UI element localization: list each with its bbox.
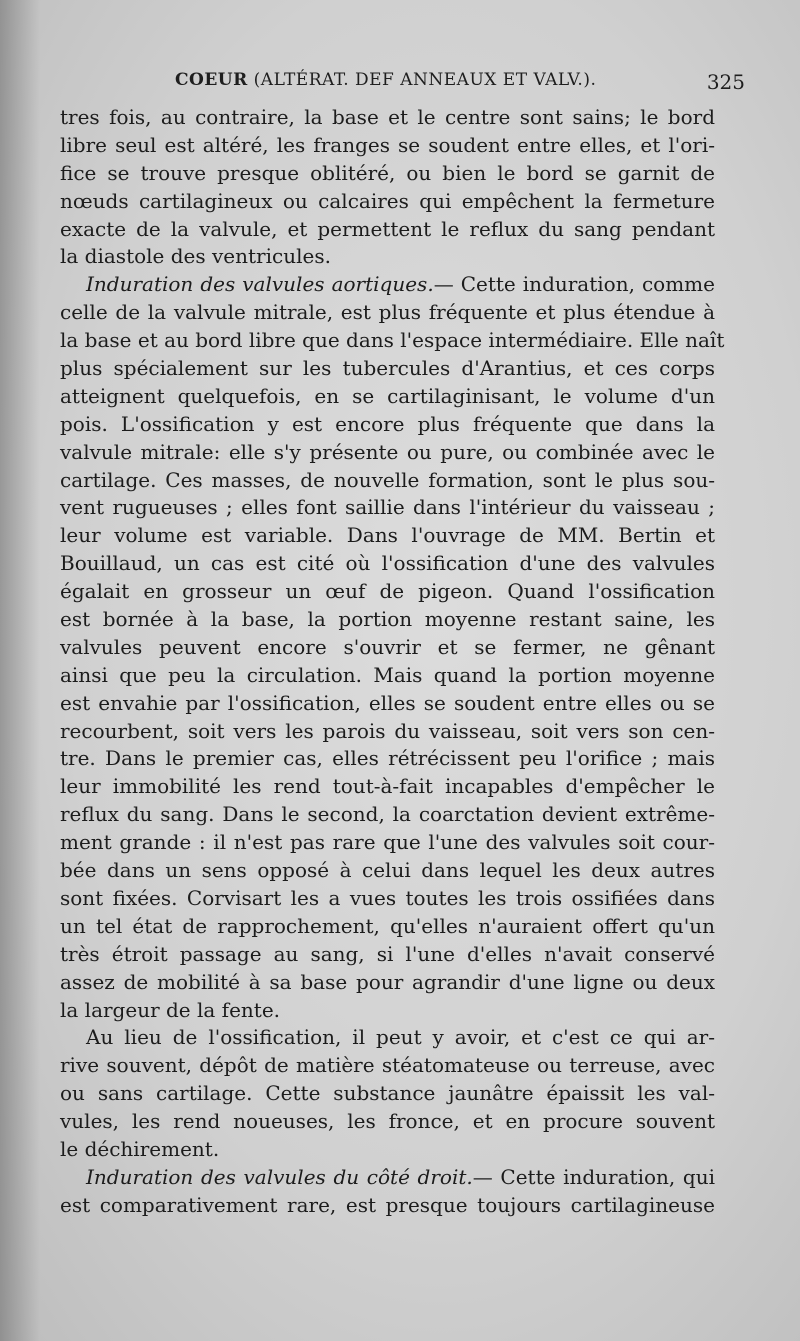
text-line (60, 857, 715, 885)
text-line (60, 885, 715, 913)
body-text (60, 104, 725, 1220)
line-text: est bornée à la base, la portion moyenne restant saine, les (60, 607, 715, 632)
text-line (60, 132, 715, 160)
text-line (60, 216, 715, 244)
line-text: tre. Dans le premier cas, elles rétrécissent peu l'orifice ; mais (60, 746, 715, 771)
text-line (60, 522, 715, 550)
text-line (60, 801, 715, 829)
line-text: nœuds cartilagineux ou calcaires qui empêchent la fermeture (60, 188, 715, 213)
line-text: fice se trouve presque oblitéré, ou bien le bord se garnit de (60, 160, 715, 185)
line-text: égalait en grosseur un œuf de pigeon. Quand l'ossification (60, 579, 715, 604)
line-text: très étroit passage au sang, si l'une d'elles n'avait conservé (60, 941, 715, 966)
line-text: — Cette induration, qui (472, 1164, 715, 1189)
text-line (60, 829, 715, 857)
page-header (60, 70, 745, 100)
text-line (60, 411, 715, 439)
text-line (60, 606, 715, 634)
text-line (60, 1052, 715, 1080)
italic-heading: Induration des valvules aortiques. (86, 272, 434, 297)
line-text: le déchirement. (60, 1136, 220, 1161)
line-text: recourbent, soit vers les parois du vaisseau, soit vers son cen- (60, 718, 715, 743)
line-text: valvule mitrale: elle s'y présente ou pure, ou combinée avec le (60, 439, 715, 464)
text-line (60, 1192, 715, 1220)
text-line (60, 969, 715, 997)
text-line (60, 383, 715, 411)
line-text: sont fixées. Corvisart les a vues toutes les trois ossifiées dans (60, 885, 715, 910)
text-line (60, 690, 715, 718)
line-text: la diastole des ventricules. (60, 244, 331, 269)
line-text: un tel état de rapprochement, qu'elles n'auraient offert qu'un (60, 913, 715, 938)
line-text: rive souvent, dépôt de matière stéatomateuse ou terreuse, avec (60, 1053, 715, 1078)
text-line (60, 299, 715, 327)
line-text: est comparativement rare, est presque toujours cartilagineuse (60, 1192, 715, 1217)
text-line (60, 913, 715, 941)
line-text: bée dans un sens opposé à celui dans lequel les deux autres (60, 858, 715, 883)
text-line (60, 773, 715, 801)
running-head-title: COEUR (175, 70, 248, 90)
text-line (60, 243, 715, 271)
line-text: pois. L'ossification y est encore plus fréquente que dans la (60, 411, 715, 436)
text-line (60, 745, 715, 773)
line-text: vent rugueuses ; elles font saillie dans l'intérieur du vaisseau ; (60, 495, 715, 520)
line-text: la largeur de la fente. (60, 997, 281, 1022)
line-text: exacte de la valvule, et permettent le reflux du sang pendant (60, 216, 715, 241)
text-line (60, 467, 715, 495)
running-head-subtitle: (ALTÉRAT. DEF ANNEAUX ET VALV.). (247, 70, 597, 90)
text-line (60, 1024, 715, 1052)
text-line (60, 634, 715, 662)
line-text: ment grande : il n'est pas rare que l'une des valvules soit cour- (60, 830, 715, 855)
line-text: leur immobilité les rend tout-à-fait incapables d'empêcher le (60, 774, 715, 799)
line-text: libre seul est altéré, les franges se soudent entre elles, et l'ori- (60, 132, 715, 157)
text-line (60, 1136, 715, 1164)
text-line (60, 439, 715, 467)
text-line (60, 271, 715, 299)
line-text: est envahie par l'ossification, elles se soudent entre elles ou se (60, 690, 715, 715)
line-text: — Cette induration, comme (433, 272, 715, 297)
text-line (60, 997, 715, 1025)
text-line (60, 355, 715, 383)
line-text: plus spécialement sur les tubercules d'Arantius, et ces corps (60, 356, 715, 381)
line-text: ou sans cartilage. Cette substance jaunâtre épaissit les val- (60, 1081, 715, 1106)
line-text: cartilage. Ces masses, de nouvelle formation, sont le plus sou- (60, 467, 715, 492)
text-line (60, 941, 715, 969)
line-text: vules, les rend noueuses, les fronce, et en procure souvent (60, 1109, 715, 1134)
text-line (60, 662, 715, 690)
text-line (60, 578, 715, 606)
text-line (60, 160, 715, 188)
page-number: 325 (706, 70, 745, 94)
text-line (60, 494, 715, 522)
line-text: assez de mobilité à sa base pour agrandir d'une ligne ou deux (60, 969, 715, 994)
gutter-shadow (0, 0, 40, 1341)
text-line (60, 1164, 715, 1192)
line-text: valvules peuvent encore s'ouvrir et se fermer, ne gênant (60, 634, 715, 659)
line-text: atteignent quelquefois, en se cartilaginisant, le volume d'un (60, 383, 715, 408)
line-text: leur volume est variable. Dans l'ouvrage de MM. Bertin et (60, 523, 715, 548)
text-line (60, 327, 725, 355)
line-text: celle de la valvule mitrale, est plus fréquente et plus étendue à (60, 300, 715, 325)
line-text: Bouillaud, un cas est cité où l'ossification d'une des valvules (60, 551, 715, 576)
line-text: tres fois, au contraire, la base et le centre sont sains; le bord (60, 105, 715, 129)
italic-heading: Induration des valvules du côté droit. (86, 1164, 473, 1189)
text-line (60, 188, 715, 216)
line-text: ainsi que peu la circulation. Mais quand la portion moyenne (60, 662, 715, 687)
line-text: reflux du sang. Dans le second, la coarctation devient extrême- (60, 802, 715, 827)
line-text: Au lieu de l'ossification, il peut y avoir, et c'est ce qui ar- (86, 1025, 715, 1050)
text-line (60, 718, 715, 746)
line-text: la base et au bord libre que dans l'espace intermédiaire. Elle naît (60, 328, 725, 353)
text-line (60, 1080, 715, 1108)
running-head (175, 70, 596, 90)
text-line (60, 550, 715, 578)
text-line (60, 1108, 715, 1136)
text-line (60, 104, 715, 132)
